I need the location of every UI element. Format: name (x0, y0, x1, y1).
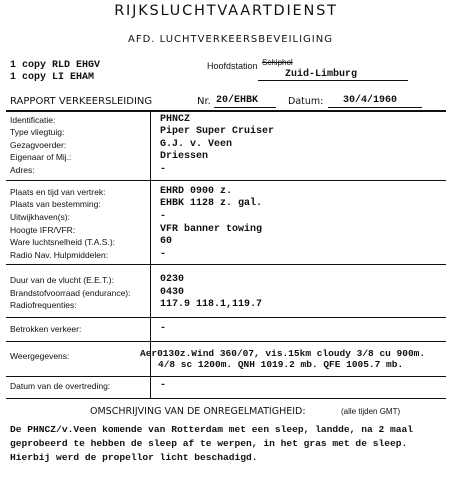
field-label: Uitwijkhaven(s): (10, 212, 70, 222)
field-label: Radio Nav. Hulpmiddelen: (10, 250, 109, 260)
field-value: G.J. v. Veen (160, 139, 233, 150)
station-label: Hoofdstation (207, 61, 258, 71)
station-underline (258, 80, 408, 81)
report-nr-value: 20/EHBK (216, 95, 259, 106)
field-label: Plaats van bestemming: (10, 199, 101, 209)
field-value: Driessen (160, 151, 209, 162)
field-label: Eigenaar of Mij.: (10, 152, 72, 162)
field-value: EHBK 1128 z. gal. (160, 198, 263, 209)
weather-line-2: 4/8 sc 1200m. QNH 1019.2 mb. QFE 1005.7 mb. (158, 359, 404, 370)
form-bottom-border (6, 398, 446, 399)
field-label: Gezagvoerder: (10, 140, 67, 150)
field-value: 60 (160, 236, 173, 247)
section-title: OMSCHRIJVING VAN DE ONREGELMATIGHEID: (90, 406, 306, 417)
field-label: Identificatie: (10, 115, 56, 125)
field-label: Hoogte IFR/VFR: (10, 225, 76, 235)
station-value: Zuid-Limburg (285, 69, 358, 80)
form-divider-1 (6, 180, 446, 181)
copy-line-2: 1 copy LI EHAM (10, 72, 95, 83)
field-label: Radiofrequenties: (10, 300, 77, 310)
field-value: - (160, 164, 167, 175)
report-date-label: Datum: (288, 96, 324, 107)
field-label: Datum van de overtreding: (10, 381, 111, 391)
nr-underline (214, 107, 276, 108)
form-divider-3 (6, 317, 446, 318)
report-date-value: 30/4/1960 (343, 95, 398, 106)
copy-line-1: 1 copy RLD EHGV (10, 60, 101, 71)
field-value: - (160, 249, 167, 260)
field-value: 117.9 118.1,119.7 (160, 299, 263, 310)
field-value: EHRD 0900 z. (160, 186, 233, 197)
form-divider-2 (6, 264, 446, 265)
form-divider-4 (6, 341, 446, 342)
form-divider-5 (6, 376, 446, 377)
field-value: - (160, 211, 167, 222)
description-line-3: Hierbij werd de propellor licht beschadigd. (10, 452, 258, 463)
form-top-border (6, 110, 446, 112)
field-value: 0230 (160, 274, 185, 285)
field-label: Betrokken verkeer: (10, 324, 82, 334)
station-crossed: Schiphol (262, 58, 293, 67)
report-nr-label: Nr. (197, 96, 211, 107)
field-label: Duur van de vlucht (E.E.T.): (10, 275, 114, 285)
section-note: (alle tijden GMT) (341, 407, 401, 416)
field-label: Brandstofvoorraad (endurance): (10, 288, 131, 298)
department-subtitle: AFD. LUCHTVERKEERSBEVEILIGING (128, 34, 333, 45)
agency-title: RIJKSLUCHTVAARTDIENST (114, 3, 338, 19)
field-label: Adres: (10, 165, 35, 175)
report-title: RAPPORT VERKEERSLEIDING (10, 96, 153, 107)
field-label: Weergegevens: (10, 351, 70, 361)
description-line-1: De PHNCZ/v.Veen komende van Rotterdam met een sleep, landde, na 2 maal (10, 424, 414, 435)
field-value: 0430 (160, 287, 185, 298)
field-label: Ware luchtsnelheid (T.A.S.): (10, 237, 116, 247)
field-value: - (160, 380, 167, 391)
field-value: PHNCZ (160, 114, 191, 125)
field-value: VFR banner towing (160, 224, 263, 235)
field-value: - (160, 323, 167, 334)
field-value: Piper Super Cruiser (160, 126, 275, 137)
date-underline (328, 107, 422, 108)
field-label: Plaats en tijd van vertrek: (10, 187, 106, 197)
field-label: Type vliegtuig: (10, 127, 65, 137)
weather-line-1: Aer0130z.Wind 360/07, vis.15km cloudy 3/8 cu 900m. (140, 348, 426, 359)
description-line-2: geprobeerd te hebben de sleep af te werpen, in het gras met de sleep. (10, 438, 408, 449)
